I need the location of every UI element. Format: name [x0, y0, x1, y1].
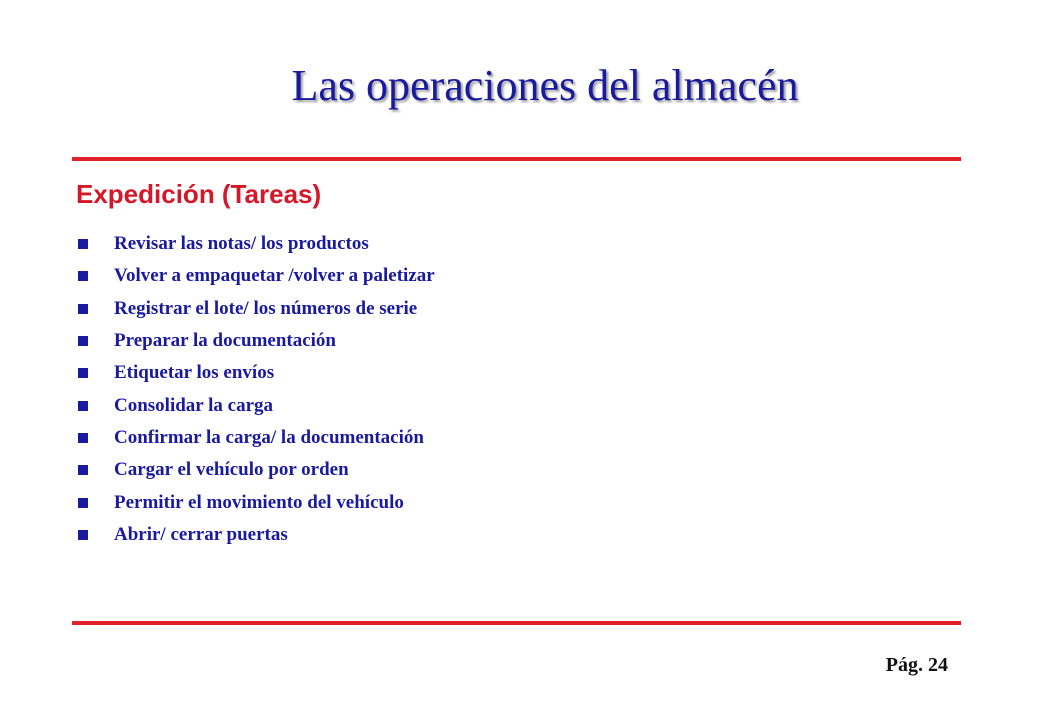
- list-item: [78, 325, 435, 357]
- list-item-text: Consolidar la carga: [114, 394, 274, 416]
- square-bullet-icon: [78, 239, 88, 249]
- list-item: [78, 357, 435, 389]
- list-item-text: Abrir/ cerrar puertas: [114, 523, 288, 545]
- list-item-text: Cargar el vehículo por orden: [114, 459, 349, 481]
- list-item-text: Permitir el movimiento del vehículo: [114, 491, 404, 513]
- list-item: [78, 422, 435, 454]
- list-item-text: Revisar las notas/ los productos: [114, 233, 369, 255]
- list-item: [78, 260, 435, 292]
- top-divider: [72, 157, 961, 161]
- list-item: [78, 519, 435, 551]
- list-item-text: Etiquetar los envíos: [114, 362, 275, 384]
- list-item-text: Preparar la documentación: [114, 330, 336, 352]
- bullet-list: [78, 228, 435, 551]
- list-item-text: Registrar el lote/ los números de serie: [114, 297, 418, 319]
- list-item: [78, 228, 435, 260]
- page-number: Pág. 24: [885, 654, 948, 676]
- slide-title: Las operaciones del almacén: [291, 61, 799, 110]
- list-item: [78, 293, 435, 325]
- list-item-text: Confirmar la carga/ la documentación: [114, 426, 424, 448]
- square-bullet-icon: [78, 336, 88, 346]
- square-bullet-icon: [78, 401, 88, 411]
- list-item-text: Volver a empaquetar /volver a paletizar: [114, 265, 435, 287]
- list-item: [78, 486, 435, 518]
- square-bullet-icon: [78, 271, 88, 281]
- list-item: [78, 389, 435, 421]
- square-bullet-icon: [78, 465, 88, 475]
- square-bullet-icon: [78, 433, 88, 443]
- square-bullet-icon: [78, 498, 88, 508]
- section-subtitle: Expedición (Tareas): [76, 179, 322, 209]
- square-bullet-icon: [78, 530, 88, 540]
- square-bullet-icon: [78, 304, 88, 314]
- list-item: [78, 454, 435, 486]
- bottom-divider: [72, 621, 961, 625]
- square-bullet-icon: [78, 368, 88, 378]
